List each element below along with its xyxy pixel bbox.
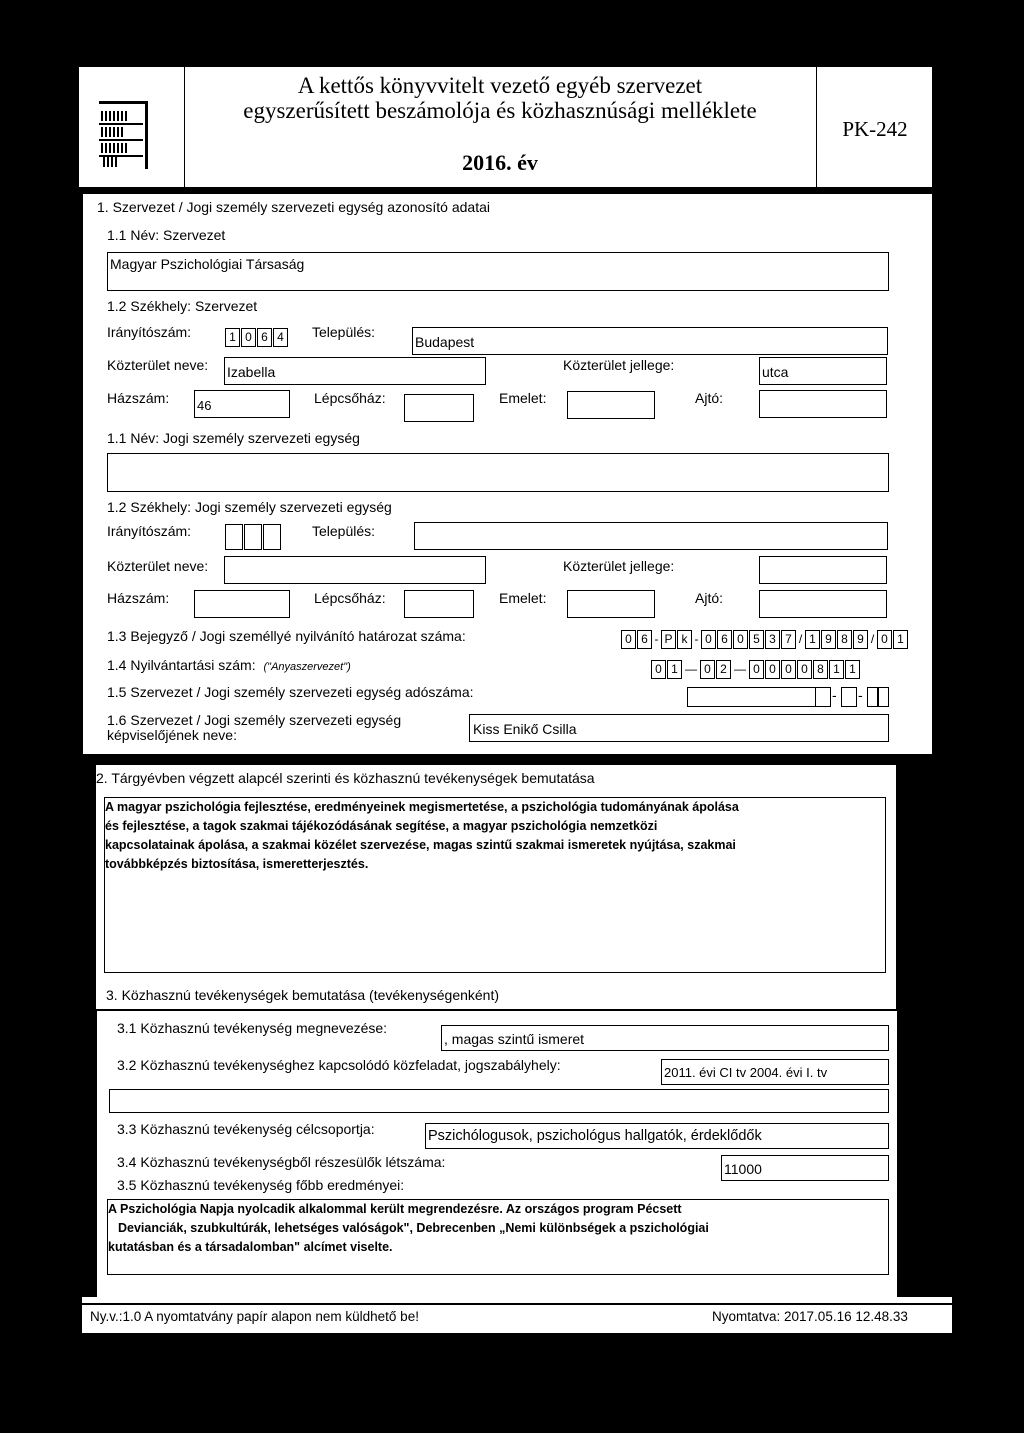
section3-title: 3. Közhasznú tevékenységek bemutatása (tevékenységenként) <box>106 987 500 1003</box>
registry-digit-cell[interactable]: 2 <box>716 660 731 679</box>
target-value: Pszichólogusok, pszichológus hallgatók, érdeklődők <box>428 1128 762 1144</box>
registration-digit-cell[interactable]: 6 <box>637 630 652 649</box>
activity-field[interactable] <box>441 1025 889 1051</box>
zip-unit-digits[interactable] <box>225 524 285 550</box>
task-label: 3.2 Közhasznú tevékenységhez kapcsolódó közfeladat, jogszabályhely: <box>117 1057 561 1073</box>
street-type-field[interactable] <box>759 357 887 385</box>
registration-digit-cell[interactable]: 5 <box>749 630 764 649</box>
registry-digit-separator: — <box>685 662 697 676</box>
task-field[interactable] <box>661 1059 889 1085</box>
section2-textarea[interactable] <box>104 797 886 973</box>
registration-digit-cell[interactable]: P <box>661 630 676 649</box>
activity-label: 3.1 Közhasznú tevékenység megnevezése: <box>117 1020 388 1036</box>
registration-digit-cell[interactable]: k <box>677 630 692 649</box>
door-unit-label: Ajtó: <box>695 590 724 606</box>
stair-label: Lépcsőház: <box>314 390 386 406</box>
registry-digit-cell[interactable]: 1 <box>829 660 844 679</box>
registration-digit-cell[interactable]: 1 <box>805 630 820 649</box>
section3-panel <box>96 1010 898 1300</box>
registration-digit-cell[interactable]: 8 <box>837 630 852 649</box>
registry-digit-cell[interactable]: 0 <box>765 660 780 679</box>
zip-label: Irányítószám: <box>107 324 192 340</box>
logo-cell <box>79 67 185 187</box>
registration-digit-cell[interactable]: 0 <box>621 630 636 649</box>
activity-value: , magas szintű ismeret <box>444 1031 585 1047</box>
door-label: Ajtó: <box>695 390 724 406</box>
name-org-field[interactable] <box>107 252 889 291</box>
section2-line-1: A magyar pszichológia fejlesztése, eredményeinek megismertetése, a pszichológia tudományának ápolása <box>105 800 739 814</box>
participants-value: 11000 <box>724 1161 762 1177</box>
form-title-line1: A kettős könyvvitelt vezető egyéb szervezet <box>297 73 703 98</box>
name-unit-label: 1.1 Név: Jogi személy szervezeti egység <box>107 430 360 446</box>
house-field[interactable] <box>194 390 290 418</box>
form-year: 2016. év <box>462 150 538 175</box>
registry-digit-cell[interactable]: 0 <box>749 660 764 679</box>
registry-digit-cell[interactable]: 1 <box>667 660 682 679</box>
participants-field[interactable] <box>721 1155 889 1181</box>
street-label: Közterület neve: <box>107 357 209 373</box>
section2-line-2: és fejlesztése, a tagok szakmai tájékozódásának segítése, a magyar pszichológia nemzetközi <box>105 819 658 833</box>
registry-digit-cell[interactable]: 1 <box>845 660 860 679</box>
rep-label-line1: 1.6 Szervezet / Jogi személy szervezeti egység <box>107 712 402 728</box>
floor-unit-label: Emelet: <box>499 590 547 606</box>
registry-label <box>107 657 351 673</box>
city-unit-field[interactable] <box>414 522 888 550</box>
section1-panel <box>82 193 933 755</box>
registration-digit-cell[interactable]: 7 <box>781 630 796 649</box>
street-type-unit-label: Közterület jellege: <box>563 558 675 574</box>
section1-title: 1. Szervezet / Jogi személy szervezeti egység azonosító adatai <box>97 199 490 215</box>
street-unit-label: Közterület neve: <box>107 558 209 574</box>
house-value: 46 <box>197 398 212 413</box>
city-field[interactable] <box>412 327 888 355</box>
registration-digit-cell[interactable]: 9 <box>853 630 868 649</box>
zip-digit-cell[interactable]: 1 <box>225 328 240 347</box>
results-label: 3.5 Közhasznú tevékenység főbb eredményei: <box>117 1177 405 1193</box>
section3-title-band <box>96 983 896 1009</box>
registration-digit-cell[interactable]: 0 <box>733 630 748 649</box>
house-unit-label: Házszám: <box>107 590 170 606</box>
registration-digit-cell[interactable]: 0 <box>877 630 892 649</box>
floor-field[interactable] <box>567 391 655 419</box>
zip-digit-cell[interactable]: 6 <box>257 328 272 347</box>
zip-digit-cell[interactable]: 4 <box>273 328 288 347</box>
results-textarea[interactable] <box>107 1199 889 1275</box>
task-value: 2011. évi CI tv 2004. évi I. tv <box>664 1065 828 1080</box>
registration-digit-cell[interactable]: 0 <box>701 630 716 649</box>
registration-label: 1.3 Bejegyző / Jogi személlyé nyilvánító határozat száma: <box>107 628 466 644</box>
registration-digit-separator: / <box>798 632 803 646</box>
target-field[interactable] <box>425 1123 889 1149</box>
floor-label: Emelet: <box>499 390 547 406</box>
footer-rule <box>82 1303 952 1305</box>
street-unit-field[interactable] <box>224 556 486 584</box>
street-field[interactable] <box>224 357 486 385</box>
stair-unit-label: Lépcsőház: <box>314 590 386 606</box>
registry-digit-cell[interactable]: 0 <box>781 660 796 679</box>
section2-panel <box>96 765 896 995</box>
results-line-1: A Pszichológia Napja nyolcadik alkalommal került megrendezésre. Az országos program Pécsett <box>108 1202 682 1216</box>
name-org-value: Magyar Pszichológiai Társaság <box>110 256 305 272</box>
house-label: Házszám: <box>107 390 170 406</box>
house-unit-field[interactable] <box>194 590 290 618</box>
registry-hint: ("Anyaszervezet") <box>263 661 351 673</box>
registration-digit-cell[interactable]: 9 <box>821 630 836 649</box>
results-line-3: kutatásban és a társadalomban" alcímet viselte. <box>108 1240 393 1254</box>
footer-right: Nyomtatva: 2017.05.16 12.48.33 <box>712 1309 908 1324</box>
zip-unit-label: Irányítószám: <box>107 523 192 539</box>
form-title-line2: egyszerűsített beszámolója és közhasznúsági melléklete <box>243 98 757 123</box>
registration-digit-cell[interactable]: 1 <box>893 630 908 649</box>
name-org-label: 1.1 Név: Szervezet <box>107 227 226 243</box>
city-label: Település: <box>312 324 376 340</box>
registration-digit-separator: / <box>870 632 875 646</box>
zip-digit-cell[interactable]: 0 <box>241 328 256 347</box>
tax-number-field[interactable]: - - <box>687 687 887 709</box>
street-value: Izabella <box>227 364 276 380</box>
stair-unit-field[interactable] <box>404 590 474 618</box>
section2-title: 2. Tárgyévben végzett alapcél szerinti és közhasznú tevékenységek bemutatása <box>96 770 595 786</box>
footer-band <box>82 1297 952 1333</box>
seat-org-label: 1.2 Székhely: Szervezet <box>107 298 258 314</box>
seat-unit-label: 1.2 Székhely: Jogi személy szervezeti egység <box>107 499 392 515</box>
floor-unit-field[interactable] <box>567 590 655 618</box>
registration-digit-separator: - <box>654 632 659 646</box>
registration-digit-cell[interactable]: 3 <box>765 630 780 649</box>
barcode-logo-icon <box>99 99 159 169</box>
registry-digit-separator: — <box>734 662 746 676</box>
street-type-unit-field[interactable] <box>759 556 887 584</box>
section2-line-3: kapcsolatainak ápolása, a szakmai közélet szervezése, magas szintű szakmai ismeretek nyújtása, szakmai <box>105 838 736 852</box>
form-code: PK-242 <box>842 117 908 141</box>
registry-digit-cell[interactable]: 0 <box>700 660 715 679</box>
registration-digit-cell[interactable]: 6 <box>717 630 732 649</box>
form-code-cell <box>816 67 933 187</box>
target-label: 3.3 Közhasznú tevékenység célcsoportja: <box>117 1121 375 1137</box>
door-unit-field[interactable] <box>759 590 887 618</box>
header-frame <box>78 66 933 188</box>
registry-digit-cell[interactable]: 0 <box>651 660 666 679</box>
registry-digit-cell[interactable]: 0 <box>797 660 812 679</box>
rep-field[interactable] <box>469 714 889 742</box>
registry-label-text: 1.4 Nyilvántartási szám: <box>107 657 256 673</box>
footer-left: Ny.v.:1.0 A nyomtatvány papír alapon nem küldhető be! <box>90 1309 419 1324</box>
rep-label-line2: képviselőjének neve: <box>107 727 237 743</box>
registry-digit-cell[interactable]: 8 <box>813 660 828 679</box>
participants-label: 3.4 Közhasznú tevékenységből részesülők létszáma: <box>117 1154 446 1170</box>
task-extra-field[interactable] <box>109 1089 889 1113</box>
city-unit-label: Település: <box>312 523 376 539</box>
street-type-label: Közterület jellege: <box>563 357 675 373</box>
tax-label: 1.5 Szervezet / Jogi személy szervezeti egység adószáma: <box>107 684 474 700</box>
rep-value: Kiss Enikő Csilla <box>473 721 577 737</box>
results-line-2: Devianciák, szubkultúrák, lehetséges valóságok", Debrecenben „Nemi különbségek a pszichológiai <box>118 1221 709 1235</box>
street-type-value: utca <box>762 364 789 380</box>
section2-line-4: továbbképzés biztosítása, ismeretterjesztés. <box>105 857 369 871</box>
city-value: Budapest <box>415 334 475 350</box>
door-field[interactable] <box>759 390 887 418</box>
registration-digit-separator: - <box>694 632 699 646</box>
name-unit-field[interactable] <box>107 453 889 492</box>
stair-field[interactable] <box>404 394 474 422</box>
